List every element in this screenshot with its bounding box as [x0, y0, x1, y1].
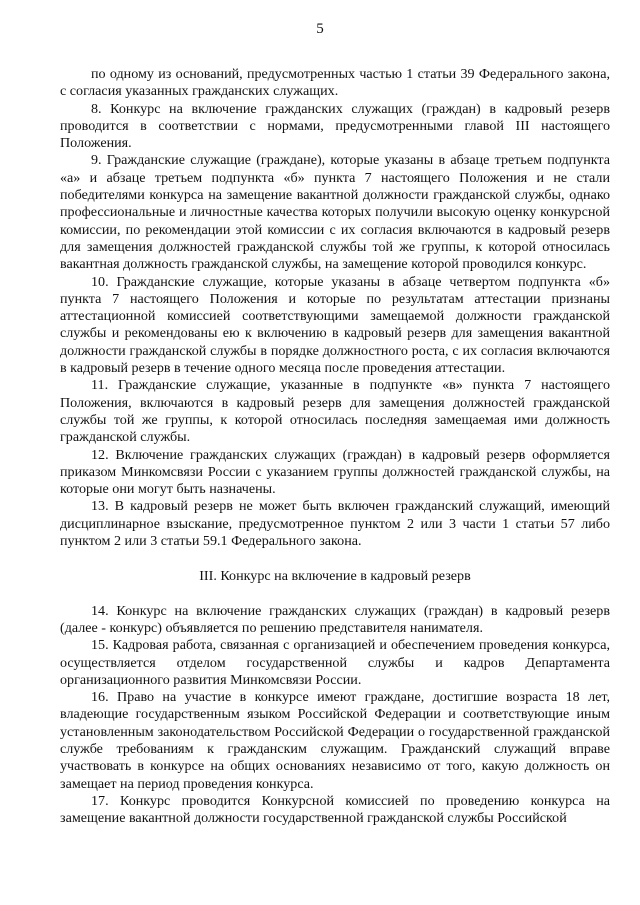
- paragraph-13: 13. В кадровый резерв не может быть включен гражданский служащий, имеющий дисциплинарное взыскание, предусмотренное пунктом 2 или 3 части 1 статьи 57 либо пунктом 2 или 3 статьи 59.1 Федерального закона.: [60, 498, 610, 550]
- paragraph-16: 16. Право на участие в конкурсе имеют граждане, достигшие возраста 18 лет, владеющие государственным языком Российской Федерации и соответствующие иным установленным законодательством Российской Федерации о государственной гражданской службе требованиям к гражданским служащим. Гражданский служащий вправе участвовать в конкурсе на общих основаниях независимо от того, какую должность он замещает на период проведения конкурса.: [60, 689, 610, 792]
- section-heading: III. Конкурс на включение в кадровый резерв: [199, 568, 471, 585]
- page-number: 5: [316, 21, 324, 37]
- paragraph-12: 12. Включение гражданских служащих (граждан) в кадровый резерв оформляется приказом Минкомсвязи России с указанием группы должностей гражданской службы, на которые они могут быть назначены.: [60, 446, 610, 498]
- paragraph-9: 9. Гражданские служащие (граждане), которые указаны в абзаце третьем подпункта «а» и абзаце третьем подпункта «б» пункта 7 настоящего Положения и не стали победителями конкурса на замещение вакантной должности гражданской службы, однако профессиональные и личностные качества которых получили высокую оценку конкурсной комиссии, по рекомендации этой комиссии с их согласия включаются в кадровый резерв для замещения должностей гражданской службы той же группы, к которой относилась вакантная должность гражданской службы, на замещение которой проводился конкурс.: [60, 152, 610, 273]
- paragraph-15: 15. Кадровая работа, связанная с организацией и обеспечением проведения конкурса, осуществляется отделом государственной службы и кадров Департамента организационного развития Минкомсвязи России.: [60, 637, 610, 688]
- paragraph-17: 17. Конкурс проводится Конкурсной комиссией по проведению конкурса на замещение вакантной должности государственной гражданской службы Российской: [60, 792, 610, 827]
- paragraph-8: 8. Конкурс на включение гражданских служащих (граждан) в кадровый резерв проводится в соответствии с нормами, предусмотренными главой III настоящего Положения.: [60, 100, 610, 152]
- paragraph-11: 11. Гражданские служащие, указанные в подпункте «в» пункта 7 настоящего Положения, включаются в кадровый резерв для замещения должностей гражданской службы той же группы, к которой относилась последняя замещаемая ими должность гражданской службы.: [60, 377, 610, 446]
- paragraph-10: 10. Гражданские служащие, которые указаны в абзаце четвертом подпункта «б» пункта 7 настоящего Положения и которые по результатам аттестации признаны аттестационной комиссией соответствующими замещаемой должности гражданской службы и рекомендованы ею к включению в кадровый резерв для замещения вакантной должности гражданской службы в порядке должностного роста, с их согласия включаются в кадровый резерв в течение одного месяца после проведения аттестации.: [60, 273, 610, 377]
- paragraph-7-continuation: по одному из оснований, предусмотренных частью 1 статьи 39 Федерального закона, с согласия указанных гражданских служащих.: [60, 66, 610, 100]
- document-body: [60, 66, 610, 827]
- paragraph-14: 14. Конкурс на включение гражданских служащих (граждан) в кадровый резерв (далее - конкурс) объявляется по решению представителя нанимателя.: [60, 602, 610, 636]
